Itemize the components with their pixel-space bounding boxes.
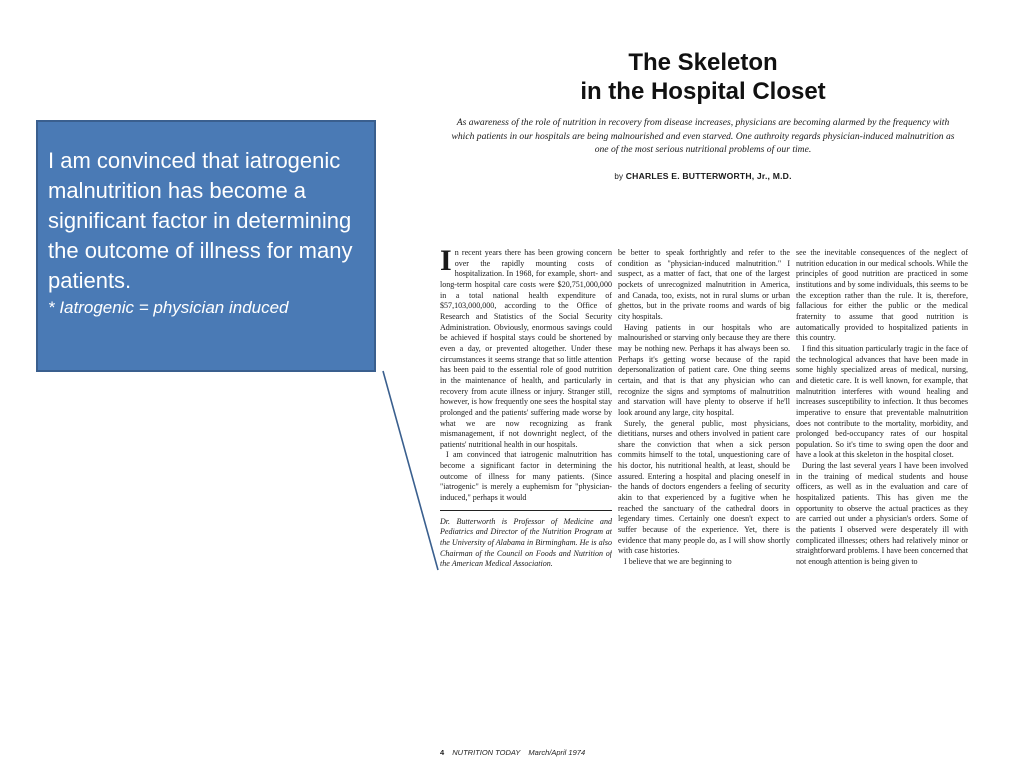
author-bio: Dr. Butterworth is Professor of Medicine and Pediatrics and Director of the Nutrition Program at the University of Alabama in Birmingham. He is also Chairman of the Council on Foods and Nutrition of the American Medical Association.	[440, 516, 612, 569]
paragraph: see the inevitable consequences of the neglect of nutrition education in our medical schools. While the principles of good nutrition are practiced in some institutions and by some individuals, this seems to be the exception rather than the rule. It is, therefore, fallacious for either the public or the medical fraternity to assume that good nutrition is automatically provided to hospitalized patients in this country.	[796, 248, 968, 343]
paragraph-text: n recent years there has been growing concern over the rapidly mounting costs of hospitalization. In 1968, for example, short- and long-term hospital care costs were $20,751,000,000 in a total national health expenditure of $57,103,000,000, according to the Office of Research and Statistics of the Social Security Administration. Obviously, enormous savings could be achieved if hospital stays could be shortened by even a day, or prevented altogether. Under these circumstances it seems strange that so little attention has been paid to the essential role of good nutrition in the maintenance of health, and particularly in recovery from acute illness or injury. Stranger still, however, is how frequently one sees the hospital stay prolonged and the patients' suffering made worse by what we are now recognizing as frank mismanagement, if not downright neglect, of the patients' nutritional health in our hospitals.	[440, 248, 612, 449]
paragraph: During the last several years I have been involved in the training of medical students and house officers, as well as in the evaluation and care of hospitalized patients. This has given me the opportunity to observe the actual practices as they are carried out under a physician's orders. Some of the patients I observed were desperately ill with complicated illnesses; others had relatively minor or straightforward problems. I have been concerned that not enough attention is being given to	[796, 461, 968, 567]
paragraph: Surely, the general public, most physicians, dietitians, nurses and others involved in patient care share the conviction that when a sick person commits himself to the total, unquestioning care of his doctor, his nutritional health, at least, should be assured. Entering a hospital and placing oneself in the hands of doctors engenders a feeling of security akin to that experienced by a fugitive when he reached the sanctuary of the cathedral doors in legendary times. Certainly one doesn't expect to suffer because of the experience. Yet, there is evidence that many people do, as I will show shortly with case histories.	[618, 418, 790, 556]
article-column-1	[440, 248, 612, 745]
article-subtitle: As awareness of the role of nutrition in recovery from disease increases, physicians are becoming alarmed by the frequency with which patients in our hospitals are being malnourished and even starved. One authroity regards physician-induced malnutrition as one of the most serious nutritional problems of our time.	[451, 117, 955, 156]
article-columns	[440, 248, 966, 745]
page-footer	[440, 748, 585, 757]
bio-divider	[440, 510, 612, 511]
paragraph: Having patients in our hospitals who are malnourished or starving only because they are there may be nothing new. Perhaps it has always been so. Perhaps it's getting worse because of the rapid depersonalization of patient care. One thing seems certain, and that is that any physician who can recognize the signs and symptoms of malnutrition and starvation will have plenty to observe if he'll look around any large, city hospital.	[618, 322, 790, 417]
callout-footnote: * Iatrogenic = physician induced	[48, 298, 289, 317]
paragraph	[440, 248, 612, 450]
page-number: 4	[440, 748, 445, 757]
paragraph: I am convinced that iatrogenic malnutrition has become a significant factor in determining the outcome of illness for many patients. (Since "iatrogenic" is merely a euphemism for "physician-induced," perhaps it would	[440, 450, 612, 503]
article-title-line2: in the Hospital Closet	[580, 78, 826, 105]
byline-prefix: by	[614, 171, 624, 181]
journal-name: NUTRITION TODAY	[452, 748, 521, 757]
paragraph: I find this situation particularly tragic in the face of the technological advances that have been made in some highly specialized areas of medical, nursing, and dietetic care. It is well known, for example, that malnutrition interferes with wound healing and increases susceptibility to infection. It thus becomes imperative to ensure that preventable malnutrition does not contribute to the mortality, morbidity, and prolonged bed-occupancy rates of our hospital population. So it's time to swing open the door and have a look at this skeleton in the hospital closet.	[796, 343, 968, 460]
byline-author: CHARLES E. BUTTERWORTH, Jr., M.D.	[625, 170, 792, 181]
article-title-line1: The Skeleton	[628, 49, 778, 76]
callout-text: I am convinced that iatrogenic malnutrition has become a significant factor in determining the outcome of illness for many patients.	[48, 148, 353, 293]
drop-cap: I	[440, 248, 452, 277]
article-column-3	[796, 248, 968, 745]
article-scan	[440, 48, 966, 763]
paragraph: I believe that we are beginning to	[624, 557, 732, 567]
article-column-2	[618, 248, 790, 745]
article-byline	[440, 171, 966, 181]
issue-date: March/April 1974	[528, 748, 586, 757]
paragraph: be better to speak forthrightly and refer to the condition as "physician-induced malnutrition." I suspect, as a matter of fact, that one of the largest pockets of unrecognized malnutrition in America, and Canada, too, exists, not in rural slums or urban ghettos, but in the private rooms and wards of big city hospitals.	[618, 248, 790, 321]
article-title	[440, 48, 966, 106]
